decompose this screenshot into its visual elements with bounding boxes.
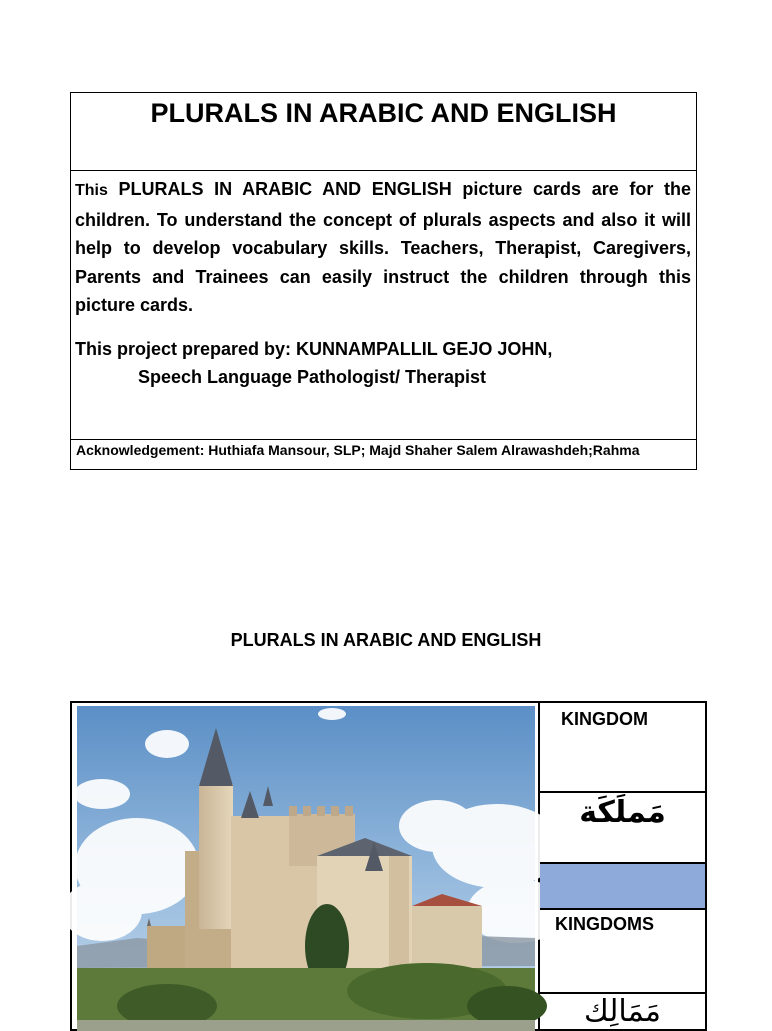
section-title: PLURALS IN ARABIC AND ENGLISH: [230, 630, 542, 650]
plural-arabic: مَمَالِك: [584, 994, 661, 1029]
credit-line: This project prepared by: KUNNAMPALLIL GEJO JOHN,: [75, 338, 553, 359]
intro-description-cell: [71, 171, 696, 440]
singular-english: KINGDOM: [540, 703, 705, 793]
intro-description: [75, 175, 691, 320]
intro-box: [70, 92, 697, 470]
word-column: [540, 703, 705, 1029]
acknowledgement: Acknowledgement: Huthiafa Mansour, SLP; Majd Shaher Salem Alrawashdeh;Rahma: [76, 442, 640, 458]
credit-role: Speech Language Pathologist/ Therapist: [138, 367, 487, 387]
highlight-bar: [540, 864, 705, 910]
singular-arabic: مَملَكَة: [540, 793, 705, 863]
intro-title: PLURALS IN ARABIC AND ENGLISH: [71, 93, 696, 171]
plural-card: [70, 701, 707, 1031]
photo-cell: [72, 703, 540, 1029]
plural-english: KINGDOMS: [540, 910, 705, 995]
castle-photo: [77, 706, 535, 1031]
description-text: PLURALS IN ARABIC AND ENGLISH picture cards are for the children. To understand the concept of plurals aspects and also it will help to develop vocabulary skills. Teachers, Therapist, Caregivers, Parents and Trainees can easily instruct the children through this picture cards.: [75, 179, 691, 315]
description-lead: This: [75, 182, 108, 199]
